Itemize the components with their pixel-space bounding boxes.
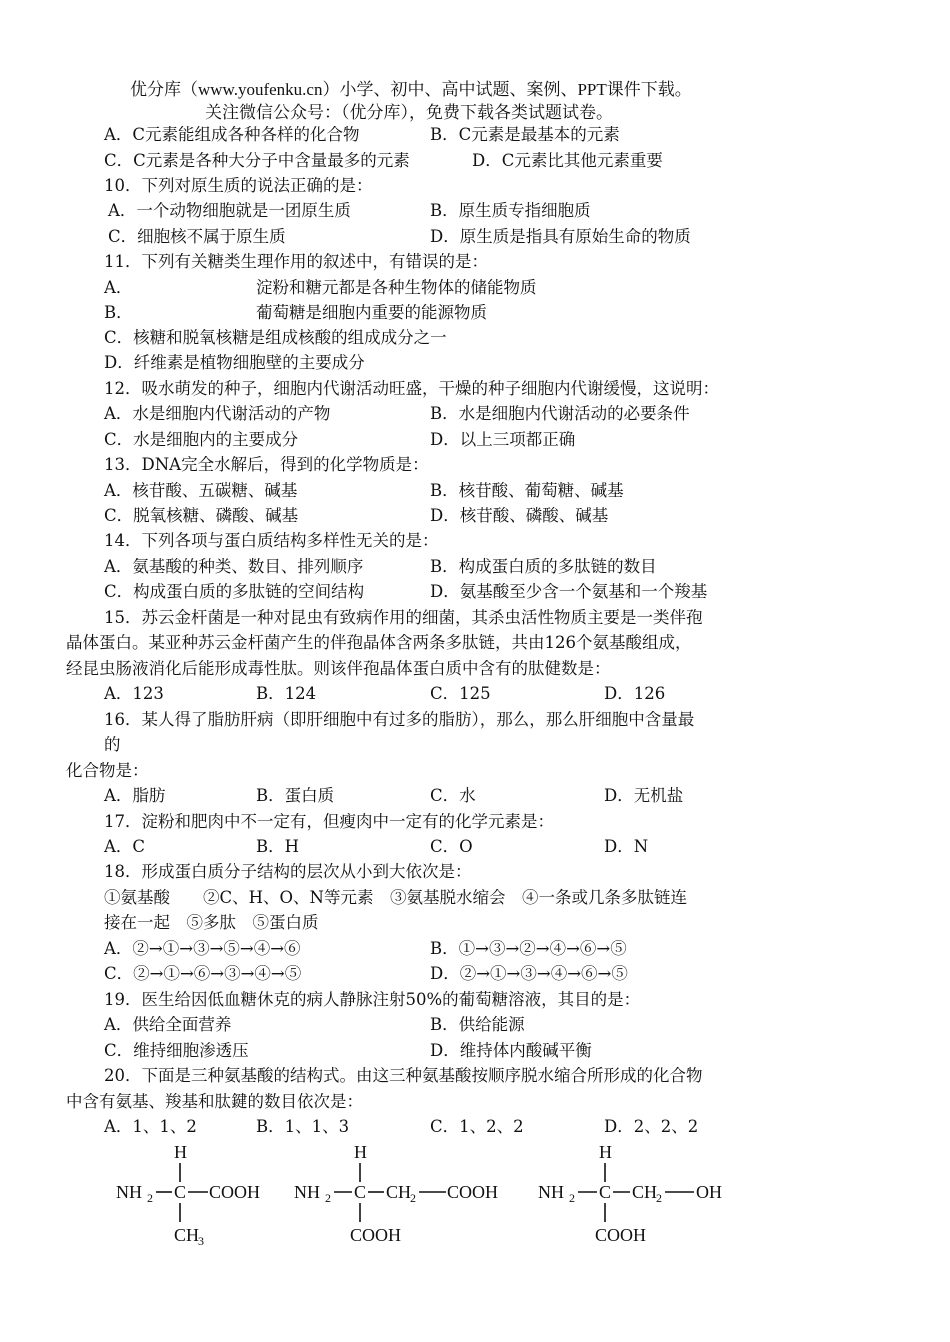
formula-alanine bbox=[116, 1142, 260, 1248]
q18-stem: 18．形成蛋白质分子结构的层次从小到大依次是： bbox=[104, 862, 472, 881]
q17-option-a: A．C bbox=[104, 837, 146, 856]
f2-c: C bbox=[354, 1182, 367, 1202]
q13-option-a: A．核苷酸、五碳糖、碱基 bbox=[104, 481, 298, 500]
f3-ch: CH bbox=[632, 1182, 658, 1202]
q17-option-d: D．N bbox=[604, 837, 649, 856]
q12-option-b: B．水是细胞内代谢活动的必要条件 bbox=[430, 404, 690, 423]
q11-option-d: D．纤维素是植物细胞壁的主要成分 bbox=[104, 353, 365, 372]
q20-option-d: D．2、2、2 bbox=[604, 1117, 699, 1136]
q11-option-b-label: B． bbox=[104, 303, 133, 322]
q20-option-c: C．1、2、2 bbox=[430, 1117, 524, 1136]
f3-h: H bbox=[599, 1142, 612, 1162]
q13-stem: 13．DNA完全水解后，得到的化学物质是： bbox=[104, 455, 429, 474]
q15-stem-line-2: 晶体蛋白。某亚种苏云金杆菌产生的伴孢晶体含两条多肽链，共由126个氨基酸组成， bbox=[66, 633, 692, 652]
q16-option-d: D．无机盐 bbox=[604, 786, 684, 805]
q20-option-a: A．1、1、2 bbox=[104, 1117, 197, 1136]
q14-option-b: B．构成蛋白质的多肽链的数目 bbox=[430, 557, 657, 576]
formula-serine bbox=[538, 1142, 722, 1245]
amino-acid-formulas bbox=[110, 1138, 750, 1258]
q15-option-c: C．125 bbox=[430, 684, 491, 703]
f3-c: C bbox=[599, 1182, 612, 1202]
f2-ch: CH bbox=[386, 1182, 412, 1202]
f1-nh-sub: 2 bbox=[147, 1191, 153, 1205]
header-line-2: 关注微信公众号：（优分库），免费下载各类试题试卷。 bbox=[205, 103, 613, 122]
q9-option-c: C．C元素是各种大分子中含量最多的元素 bbox=[104, 151, 410, 170]
f2-nh: NH bbox=[294, 1182, 320, 1202]
q15-stem-line-3: 经昆虫肠液消化后能形成毒性肽。则该伴孢晶体蛋白质中含有的肽健数是： bbox=[66, 659, 611, 678]
q12-option-c: C．水是细胞内的主要成分 bbox=[104, 430, 299, 449]
q17-stem: 17．淀粉和肥肉中不一定有，但瘦肉中一定有的化学元素是： bbox=[104, 812, 554, 831]
q12-option-d: D．以上三项都正确 bbox=[430, 430, 576, 449]
q15-stem-line-1: 15．苏云金杆菌是一种对昆虫有致病作用的细菌，其杀虫活性物质主要是一类伴孢 bbox=[104, 608, 703, 627]
q10-option-b: B．原生质专指细胞质 bbox=[430, 201, 591, 220]
q14-option-d: D．氨基酸至少含一个氨基和一个羧基 bbox=[430, 582, 708, 601]
q12-option-a: A．水是细胞内代谢活动的产物 bbox=[104, 404, 331, 423]
q11-option-a-text: 淀粉和糖元都是各种生物体的储能物质 bbox=[256, 278, 537, 297]
q19-option-b: B．供给能源 bbox=[430, 1015, 525, 1034]
q13-option-d: D．核苷酸、磷酸、碱基 bbox=[430, 506, 609, 525]
q10-stem: 10．下列对原生质的说法正确的是： bbox=[104, 176, 373, 195]
f2-h: H bbox=[354, 1142, 367, 1162]
q19-option-c: C．维持细胞渗透压 bbox=[104, 1041, 249, 1060]
q11-option-b-text: 葡萄糖是细胞内重要的能源物质 bbox=[256, 303, 487, 322]
f1-cooh: COOH bbox=[209, 1182, 261, 1202]
q16-option-c: C．水 bbox=[430, 786, 476, 805]
f1-ch-sub: 3 bbox=[198, 1234, 204, 1248]
q15-option-d: D．126 bbox=[604, 684, 666, 703]
f2-nh-sub: 2 bbox=[325, 1191, 331, 1205]
f2-ch-sub: 2 bbox=[410, 1191, 416, 1205]
q20-stem-line-1: 20．下面是三种氨基酸的结构式。由这三种氨基酸按顺序脱水缩合所形成的化合物 bbox=[104, 1066, 703, 1085]
q11-option-a-label: A． bbox=[104, 278, 133, 297]
q14-option-a: A．氨基酸的种类、数目、排列顺序 bbox=[104, 557, 364, 576]
q11-stem: 11．下列有关糖类生理作用的叙述中，有错误的是： bbox=[104, 252, 488, 271]
q11-option-c: C．核糖和脱氧核糖是组成核酸的组成成分之一 bbox=[104, 328, 447, 347]
q9-option-d: D．C元素比其他元素重要 bbox=[472, 151, 663, 170]
q18-option-a: A．②→①→③→⑤→④→⑥ bbox=[104, 939, 301, 958]
f3-nh: NH bbox=[538, 1182, 564, 1202]
q17-option-b: B．H bbox=[256, 837, 300, 856]
f1-c: C bbox=[174, 1182, 187, 1202]
q12-stem: 12．吸水萌发的种子，细胞内代谢活动旺盛，干燥的种子细胞内代谢缓慢，这说明： bbox=[104, 379, 719, 398]
q16-stem-line-1: 16．某人得了脂肪肝病（即肝细胞中有过多的脂肪），那么，那么肝细胞中含量最 bbox=[104, 710, 695, 729]
q16-option-a: A．脂肪 bbox=[104, 786, 166, 805]
q18-option-d: D．②→①→③→④→⑥→⑤ bbox=[430, 964, 628, 983]
q14-stem: 14．下列各项与蛋白质结构多样性无关的是： bbox=[104, 531, 439, 550]
f3-ch-sub: 2 bbox=[656, 1191, 662, 1205]
q17-option-c: C．O bbox=[430, 837, 473, 856]
f3-nh-sub: 2 bbox=[569, 1191, 575, 1205]
q10-option-d: D．原生质是指具有原始生命的物质 bbox=[430, 227, 691, 246]
q16-stem-line-3: 化合物是： bbox=[66, 761, 149, 780]
f3-oh: OH bbox=[696, 1182, 722, 1202]
f2-cooh-bottom: COOH bbox=[350, 1225, 402, 1245]
f3-cooh-bottom: COOH bbox=[595, 1225, 647, 1245]
q19-option-a: A．供给全面营养 bbox=[104, 1015, 232, 1034]
q9-option-a: A．C元素能组成各种各样的化合物 bbox=[104, 125, 360, 144]
q15-option-a: A．123 bbox=[104, 684, 164, 703]
q10-option-a: A．一个动物细胞就是一团原生质 bbox=[108, 201, 351, 220]
q13-option-c: C．脱氧核糖、磷酸、碱基 bbox=[104, 506, 299, 525]
f1-h: H bbox=[174, 1142, 187, 1162]
q18-items-line-1: ①氨基酸 ②C、H、O、N等元素 ③氨基脱水缩会 ④一条或几条多肽链连 bbox=[104, 888, 687, 907]
f1-ch: CH bbox=[174, 1225, 200, 1245]
q19-stem: 19．医生给因低血糖休克的病人静脉注射50%的葡萄糖溶液，其目的是： bbox=[104, 990, 641, 1009]
header-line-1: 优分库（www.youfenku.cn）小学、初中、高中试题、案例、PPT课件下载。 bbox=[130, 80, 692, 99]
q18-items-line-2: 接在一起 ⑤多肽 ⑤蛋白质 bbox=[104, 913, 319, 932]
f1-nh: NH bbox=[116, 1182, 142, 1202]
q9-option-b: B．C元素是最基本的元素 bbox=[430, 125, 620, 144]
formula-aspartic-acid bbox=[294, 1142, 498, 1245]
q14-option-c: C．构成蛋白质的多肽链的空间结构 bbox=[104, 582, 365, 601]
q20-option-b: B．1、1、3 bbox=[256, 1117, 350, 1136]
f2-cooh: COOH bbox=[447, 1182, 499, 1202]
q16-stem-line-2: 的 bbox=[104, 735, 121, 754]
q18-option-c: C．②→①→⑥→③→④→⑤ bbox=[104, 964, 302, 983]
q15-option-b: B．124 bbox=[256, 684, 317, 703]
q10-option-c: C．细胞核不属于原生质 bbox=[108, 227, 286, 246]
q19-option-d: D．维持体内酸碱平衡 bbox=[430, 1041, 592, 1060]
q18-option-b: B．①→③→②→④→⑥→⑤ bbox=[430, 939, 627, 958]
q20-stem-line-2: 中含有氨基、羧基和肽鍵的数目依次是： bbox=[66, 1092, 363, 1111]
q13-option-b: B．核苷酸、葡萄糖、碱基 bbox=[430, 481, 624, 500]
q16-option-b: B．蛋白质 bbox=[256, 786, 335, 805]
